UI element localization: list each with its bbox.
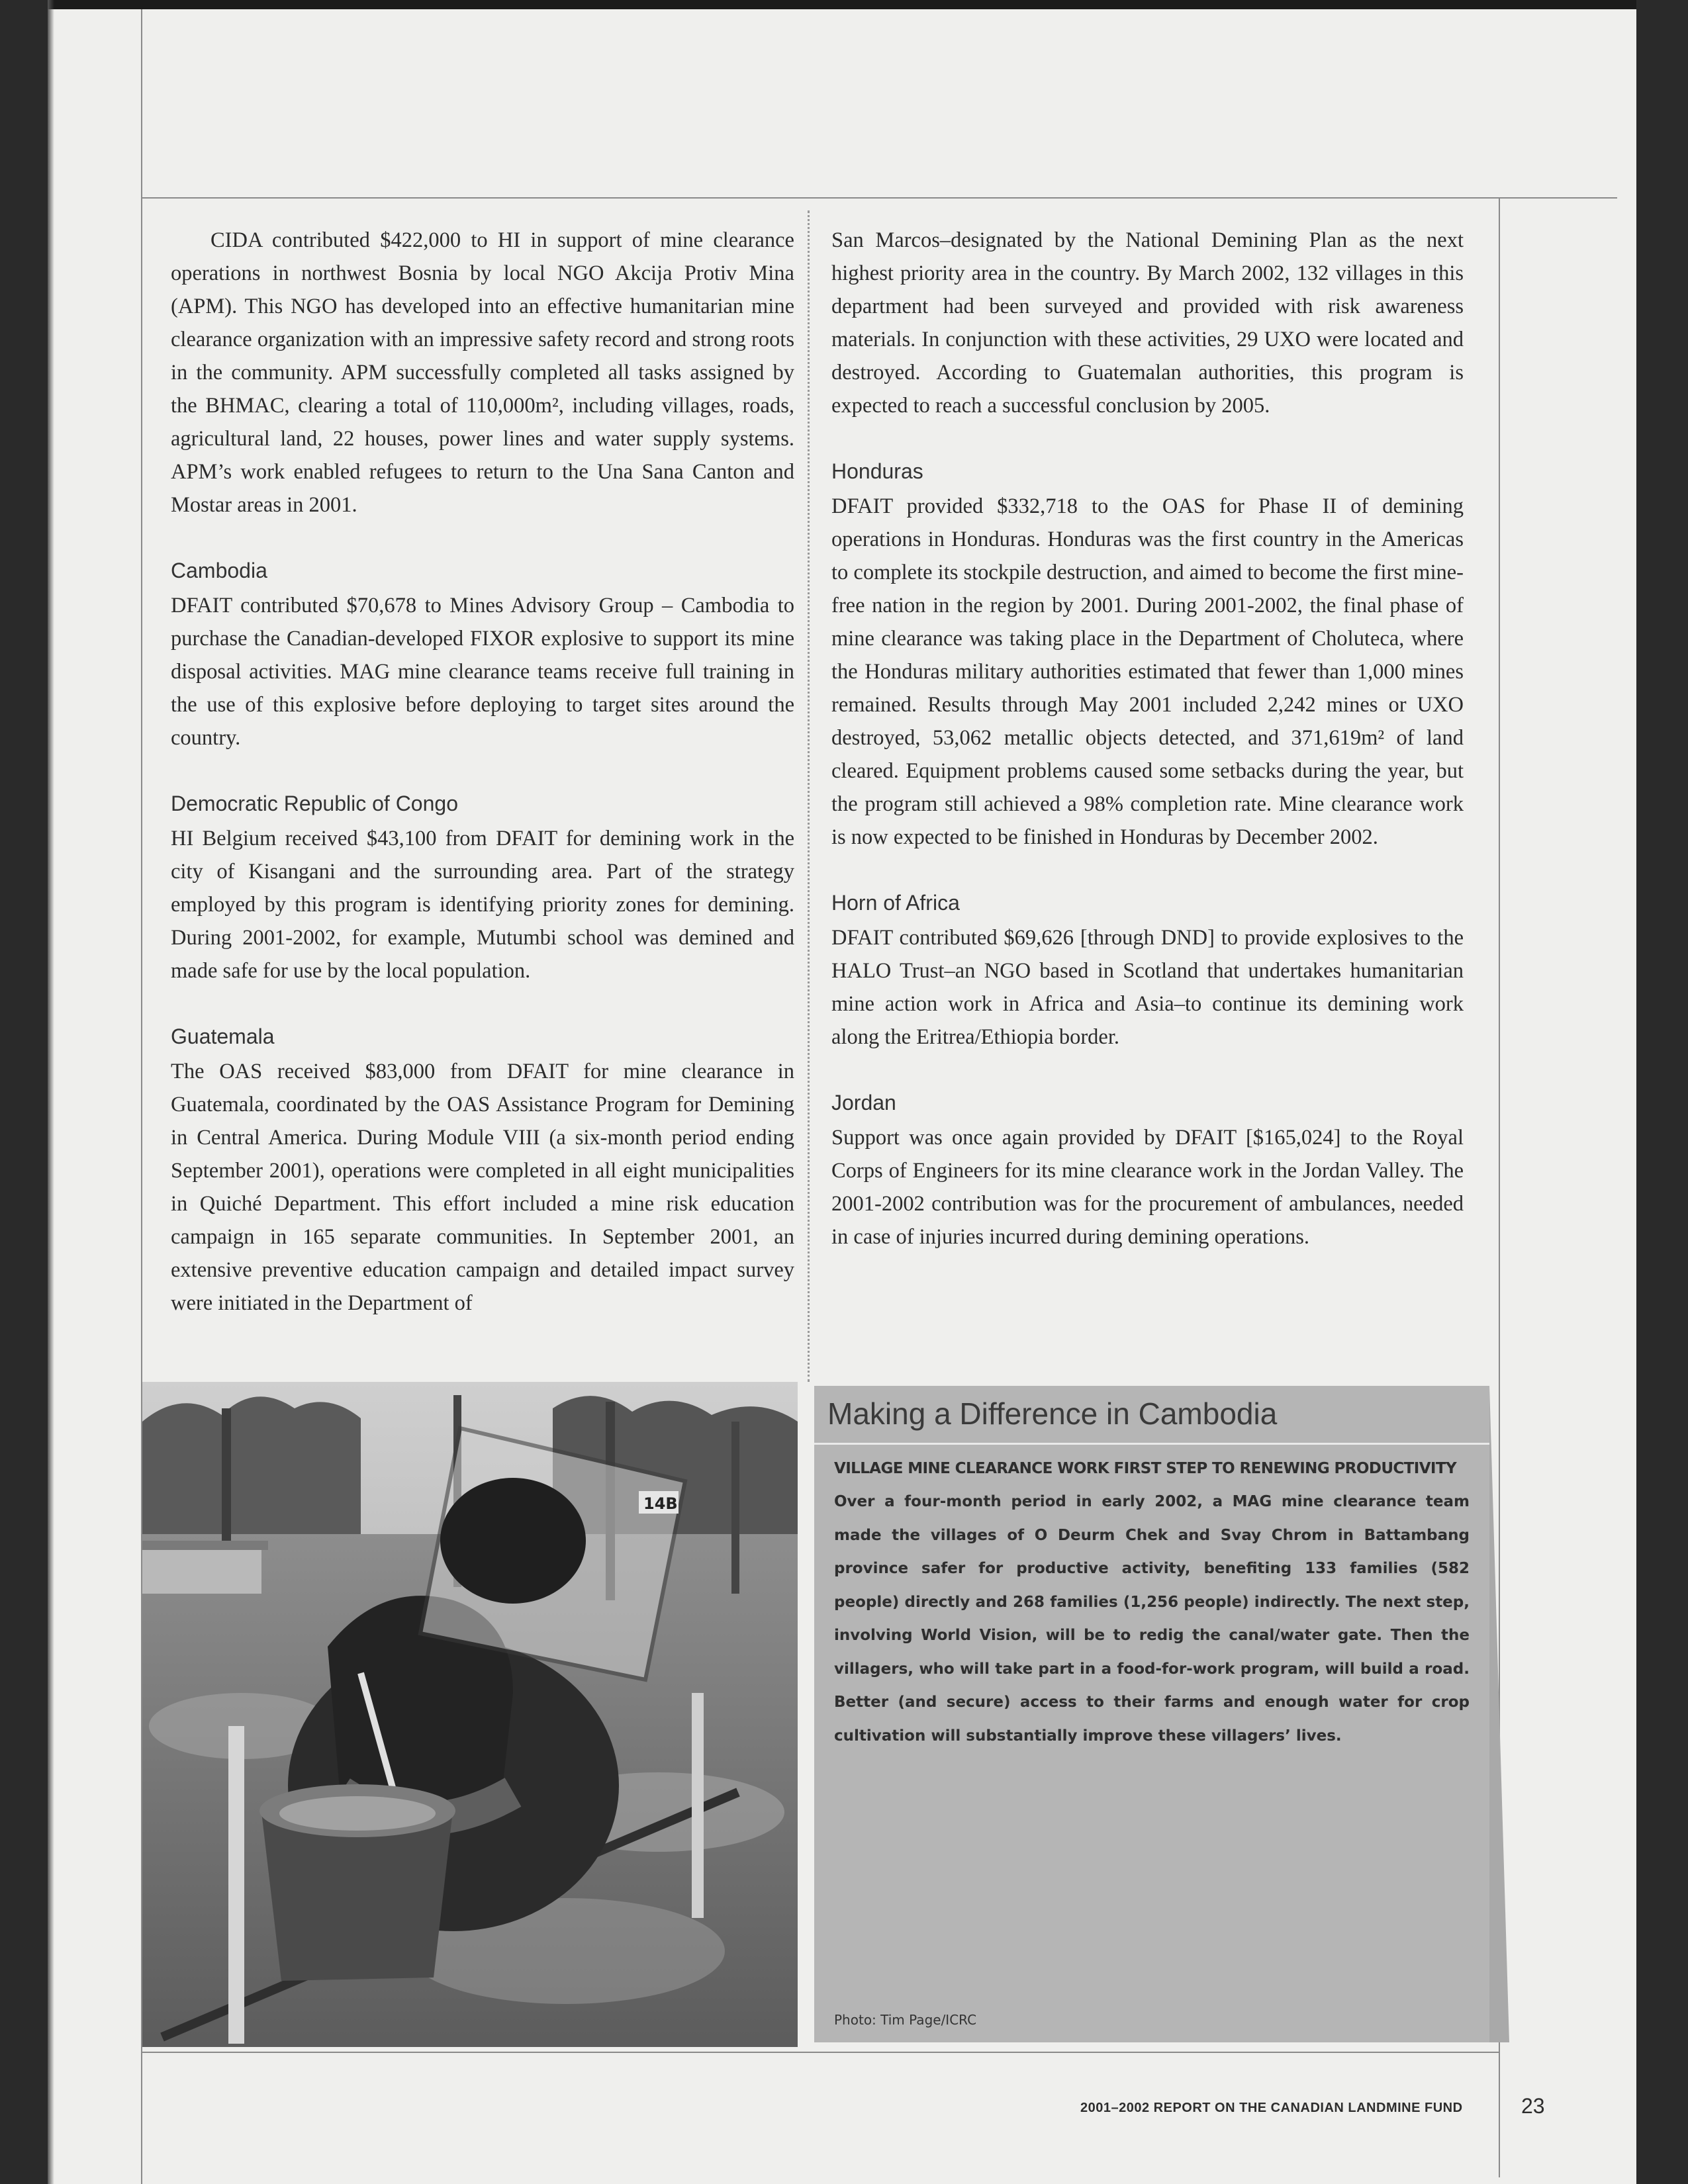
section-text-drc: HI Belgium received $43,100 from DFAIT for demining work in the city of Kisangani and the surrounding area. Part of the strategy employed by this program is identifying priority zones for demining. During 2001-2002, for example, Mutumbi school was demined and made safe for use by the local population. bbox=[171, 827, 794, 983]
sidebar-body bbox=[834, 1452, 1470, 1752]
sidebar-box bbox=[814, 1386, 1489, 2042]
scan-binding-shadow bbox=[48, 0, 54, 2184]
section-heading-guatemala: Guatemala bbox=[171, 1024, 275, 1048]
header-rule bbox=[141, 197, 1617, 199]
left-column bbox=[171, 224, 794, 1320]
section-text-guatemala: The OAS received $83,000 from DFAIT for mine clearance in Guatemala, coordinated by the OAS Assistance Program for Demining in Central America. During Module VIII (a six-month period ending September 2001), operations were completed in all eight municipalities in Quiché Department. This effort included a mine risk education campaign in 165 separate communities. In September 2001, an extensive preventive education campaign and detailed impact survey were initiated in the Department of bbox=[171, 1060, 794, 1315]
deminer-photo-illustration bbox=[142, 1382, 798, 2047]
section-heading-honduras: Honduras bbox=[831, 459, 923, 483]
sidebar-text: Over a four-month period in early 2002, a MAG mine clearance team made the villages of O Deurm Chek and Svay Chrom in Battambang province safer for productive activity, benefiting 133 families (582 people) directly and 268 families (1,256 people) indirectly. The next step, involving World Vision, will be to redig the canal/water gate. Then the villagers, who will take part in a food-for-work program, will build a road. Better (and secure) access to their farms and enough water for crop cultivation will substantially improve these villagers’ lives. bbox=[834, 1493, 1470, 1745]
section-text-horn-of-africa: DFAIT contributed $69,626 [through DND] to provide explosives to the HALO Trust–an NGO based in Scotland that undertakes humanitarian mine action work in Africa and Asia–to continue its demining work along the Eritrea/Ethiopia border. bbox=[831, 926, 1464, 1049]
guatemala-continuation: San Marcos–designated by the National Demining Plan as the next highest priority area in the country. By March 2002, 132 villages in this department had been surveyed and provided with risk awareness materials. In conjunction with these activities, 29 UXO were located and destroyed. According to Guatemalan authorities, this program is expected to reach a successful conclusion by 2005. bbox=[831, 228, 1464, 418]
footer-report-title: 2001–2002 REPORT ON THE CANADIAN LANDMINE FUND bbox=[1080, 2101, 1463, 2115]
section-text-cambodia: DFAIT contributed $70,678 to Mines Advisory Group – Cambodia to purchase the Canadian-developed FIXOR explosive to support its mine disposal activities. MAG mine clearance teams receive full training in the use of this explosive before deploying to target sites around the country. bbox=[171, 594, 794, 750]
section-text-jordan: Support was once again provided by DFAIT [$165,024] to the Royal Corps of Engineers for its mine clearance work in the Jordan Valley. The 2001-2002 contribution was for the procurement of ambulances, needed in case of injuries incurred during demining operations. bbox=[831, 1126, 1464, 1249]
helmet-label: 14B bbox=[643, 1494, 678, 1513]
section-heading-drc: Democratic Republic of Congo bbox=[171, 792, 458, 815]
footer-rule bbox=[141, 2052, 1500, 2053]
section-heading-jordan: Jordan bbox=[831, 1091, 896, 1115]
sidebar-subtitle: VILLAGE MINE CLEARANCE WORK FIRST STEP TO RENEWING PRODUCTIVITY bbox=[834, 1460, 1457, 1477]
section-text-honduras: DFAIT provided $332,718 to the OAS for Phase II of demining operations in Honduras. Honduras was the first country in the Americas to complete its stockpile destruction, and aimed to become the first mine-free nation in the region by 2001. During 2001-2002, the final phase of mine clearance was taking place in the Department of Choluteca, where the Honduras military authorities estimated that fewer than 1,000 mines remained. Results through May 2001 included 2,242 mines or UXO destroyed, 53,062 metallic objects detected, and 371,619m² of land cleared. Equipment problems caused some setbacks during the year, but the program still achieved a 98% completion rate. Mine clearance work is now expected to be finished in Honduras by December 2002. bbox=[831, 494, 1464, 849]
right-column bbox=[831, 224, 1464, 1253]
intro-paragraph: CIDA contributed $422,000 to HI in support of mine clearance operations in northwest Bosnia by local NGO Akcija Protiv Mina (APM). This NGO has developed into an effective humanitarian mine clearance organization with an impressive safety record and strong roots in the community. APM successfully completed all tasks assigned by the BHMAC, clearing a total of 110,000m², including villages, roads, agricultural land, 22 houses, power lines and water supply systems. APM’s work enabled refugees to return to the Una Sana Canton and Mostar areas in 2001. bbox=[171, 228, 794, 517]
sidebar-fold-shadow bbox=[1489, 1386, 1509, 2042]
sidebar-title-rule bbox=[814, 1443, 1489, 1445]
section-heading-cambodia: Cambodia bbox=[171, 559, 267, 582]
deminer-photo bbox=[142, 1382, 798, 2047]
section-heading-horn-of-africa: Horn of Africa bbox=[831, 891, 960, 915]
page-number: 23 bbox=[1521, 2094, 1545, 2118]
photo-credit: Photo: Tim Page/ICRC bbox=[834, 2012, 977, 2028]
column-divider bbox=[808, 210, 810, 1382]
sidebar-title: Making a Difference in Cambodia bbox=[827, 1396, 1278, 1431]
